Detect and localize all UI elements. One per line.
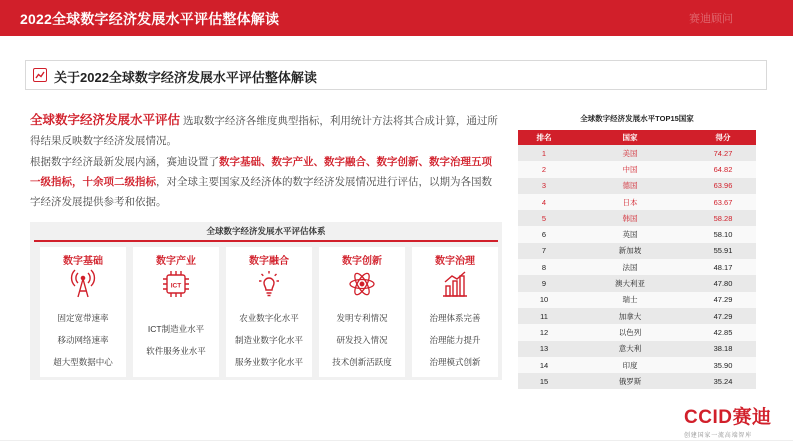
card-item: 治理模式创新 — [429, 357, 481, 367]
country-cell: 德国 — [570, 178, 690, 194]
ranking-table — [518, 130, 756, 389]
method-text-a: 根据数字经济最新发展内涵，赛迪设置了 — [30, 156, 219, 168]
card-item: 移动网络速率 — [57, 335, 109, 345]
score-cell: 47.80 — [690, 275, 756, 291]
country-cell: 印度 — [570, 357, 690, 373]
rank-cell: 12 — [518, 324, 570, 340]
card-item: 农业数字化水平 — [239, 313, 299, 323]
ranking-table-panel — [518, 112, 756, 389]
score-cell: 42.85 — [690, 324, 756, 340]
card-item: 软件服务业水平 — [146, 346, 206, 356]
card-item: 治理体系完善 — [429, 313, 481, 323]
intro-text: 选取数字经济各维度典型指标，利用统计方法将其合成计算，通过所得结果反映数字经济发展情况。 — [30, 115, 498, 147]
table-row — [518, 210, 756, 226]
ict-chip-icon — [159, 267, 193, 301]
card-digital-industry — [133, 247, 219, 377]
country-cell: 美国 — [570, 145, 690, 161]
framework-divider — [34, 240, 498, 242]
card-name: 数字基础 — [63, 256, 103, 267]
header-country: 国家 — [570, 130, 690, 145]
card-name: 数字产业 — [156, 256, 196, 267]
card-item: 治理能力提升 — [429, 335, 481, 345]
trend-chart-icon — [33, 68, 47, 82]
score-cell: 74.27 — [690, 145, 756, 161]
atom-icon — [345, 267, 379, 301]
country-cell: 瑞士 — [570, 292, 690, 308]
card-items — [226, 305, 312, 375]
card-item: 固定宽带速率 — [57, 313, 109, 323]
country-cell: 以色列 — [570, 324, 690, 340]
brand-watermark: 赛迪顾问 — [689, 13, 733, 25]
header-score: 得分 — [690, 130, 756, 145]
card-digital-infrastructure — [40, 247, 126, 377]
score-cell: 55.91 — [690, 243, 756, 259]
rank-cell: 5 — [518, 210, 570, 226]
card-digital-governance — [412, 247, 498, 377]
method-paragraph — [30, 152, 502, 212]
page-title: 2022全球数字经济发展水平评估整体解读 — [20, 11, 280, 27]
score-cell: 38.18 — [690, 341, 756, 357]
score-cell: 64.82 — [690, 161, 756, 177]
country-cell: 澳大利亚 — [570, 275, 690, 291]
card-item: 技术创新活跃度 — [332, 357, 392, 367]
table-row — [518, 161, 756, 177]
ranking-body — [518, 145, 756, 389]
country-cell: 加拿大 — [570, 308, 690, 324]
table-row — [518, 373, 756, 389]
table-header-row — [518, 130, 756, 145]
country-cell: 中国 — [570, 161, 690, 177]
card-items — [412, 305, 498, 375]
table-row — [518, 226, 756, 242]
table-row — [518, 145, 756, 161]
section-header — [25, 60, 767, 90]
card-digital-integration — [226, 247, 312, 377]
signal-tower-icon — [66, 267, 100, 301]
rank-cell: 7 — [518, 243, 570, 259]
table-row — [518, 292, 756, 308]
card-item: ICT制造业水平 — [147, 324, 205, 334]
rank-cell: 14 — [518, 357, 570, 373]
logo-main: CCID赛迪 — [684, 407, 772, 428]
card-item: 超大型数据中心 — [53, 357, 113, 367]
logo-subtitle: 创建国家一流高端智库 — [684, 433, 753, 439]
score-cell: 48.17 — [690, 259, 756, 275]
score-cell: 47.29 — [690, 308, 756, 324]
country-cell: 英国 — [570, 226, 690, 242]
country-cell: 新加坡 — [570, 243, 690, 259]
rank-cell: 8 — [518, 259, 570, 275]
framework-panel — [30, 222, 502, 380]
country-cell: 法国 — [570, 259, 690, 275]
rank-cell: 1 — [518, 145, 570, 161]
table-row — [518, 357, 756, 373]
method-highlight: 数字基础、数字产业、数字融合、数字创新、数字治理五项一级指标，十余项二级指标 — [30, 156, 492, 188]
rank-cell: 6 — [518, 226, 570, 242]
card-name: 数字融合 — [249, 256, 289, 267]
rank-cell: 2 — [518, 161, 570, 177]
score-cell: 58.10 — [690, 226, 756, 242]
country-cell: 俄罗斯 — [570, 373, 690, 389]
card-items — [40, 305, 126, 375]
ranking-title: 全球数字经济发展水平TOP15国家 — [580, 114, 694, 123]
card-digital-innovation — [319, 247, 405, 377]
svg-text:ICT: ICT — [170, 282, 182, 290]
ccid-logo — [684, 402, 784, 440]
card-name: 数字治理 — [435, 256, 475, 267]
table-row — [518, 194, 756, 210]
rank-cell: 13 — [518, 341, 570, 357]
card-item: 制造业数字化水平 — [234, 335, 303, 345]
country-cell: 韩国 — [570, 210, 690, 226]
method-text-b: ，对全球主要国家及经济体的数字经济发展情况进行评估，以期为各国数字经济发展提供参考和依据。 — [30, 176, 492, 208]
card-item: 服务业数字化水平 — [234, 357, 303, 367]
section-title: 关于2022全球数字经济发展水平评估整体解读 — [54, 70, 317, 85]
rank-cell: 11 — [518, 308, 570, 324]
card-item: 发明专利情况 — [336, 313, 388, 323]
card-items — [319, 305, 405, 375]
lightbulb-icon — [252, 267, 286, 301]
country-cell: 意大利 — [570, 341, 690, 357]
framework-title: 全球数字经济发展水平评估体系 — [206, 226, 326, 236]
footer-divider — [0, 440, 793, 441]
title-bar — [0, 0, 793, 36]
rank-cell: 4 — [518, 194, 570, 210]
card-name: 数字创新 — [342, 256, 382, 267]
score-cell: 47.29 — [690, 292, 756, 308]
score-cell: 35.24 — [690, 373, 756, 389]
card-item: 研发投入情况 — [336, 335, 388, 345]
table-row — [518, 341, 756, 357]
table-row — [518, 324, 756, 340]
score-cell: 58.28 — [690, 210, 756, 226]
score-cell: 63.96 — [690, 178, 756, 194]
table-row — [518, 178, 756, 194]
rank-cell: 15 — [518, 373, 570, 389]
country-cell: 日本 — [570, 194, 690, 210]
intro-paragraph — [30, 110, 502, 151]
table-row — [518, 275, 756, 291]
rank-cell: 9 — [518, 275, 570, 291]
bar-chart-icon — [438, 267, 472, 301]
table-row — [518, 308, 756, 324]
score-cell: 63.67 — [690, 194, 756, 210]
card-items — [133, 305, 219, 375]
table-row — [518, 243, 756, 259]
table-row — [518, 259, 756, 275]
rank-cell: 10 — [518, 292, 570, 308]
rank-cell: 3 — [518, 178, 570, 194]
score-cell: 35.90 — [690, 357, 756, 373]
framework-cards — [40, 247, 502, 377]
intro-lead: 全球数字经济发展水平评估 — [30, 113, 181, 127]
header-rank: 排名 — [518, 130, 570, 145]
